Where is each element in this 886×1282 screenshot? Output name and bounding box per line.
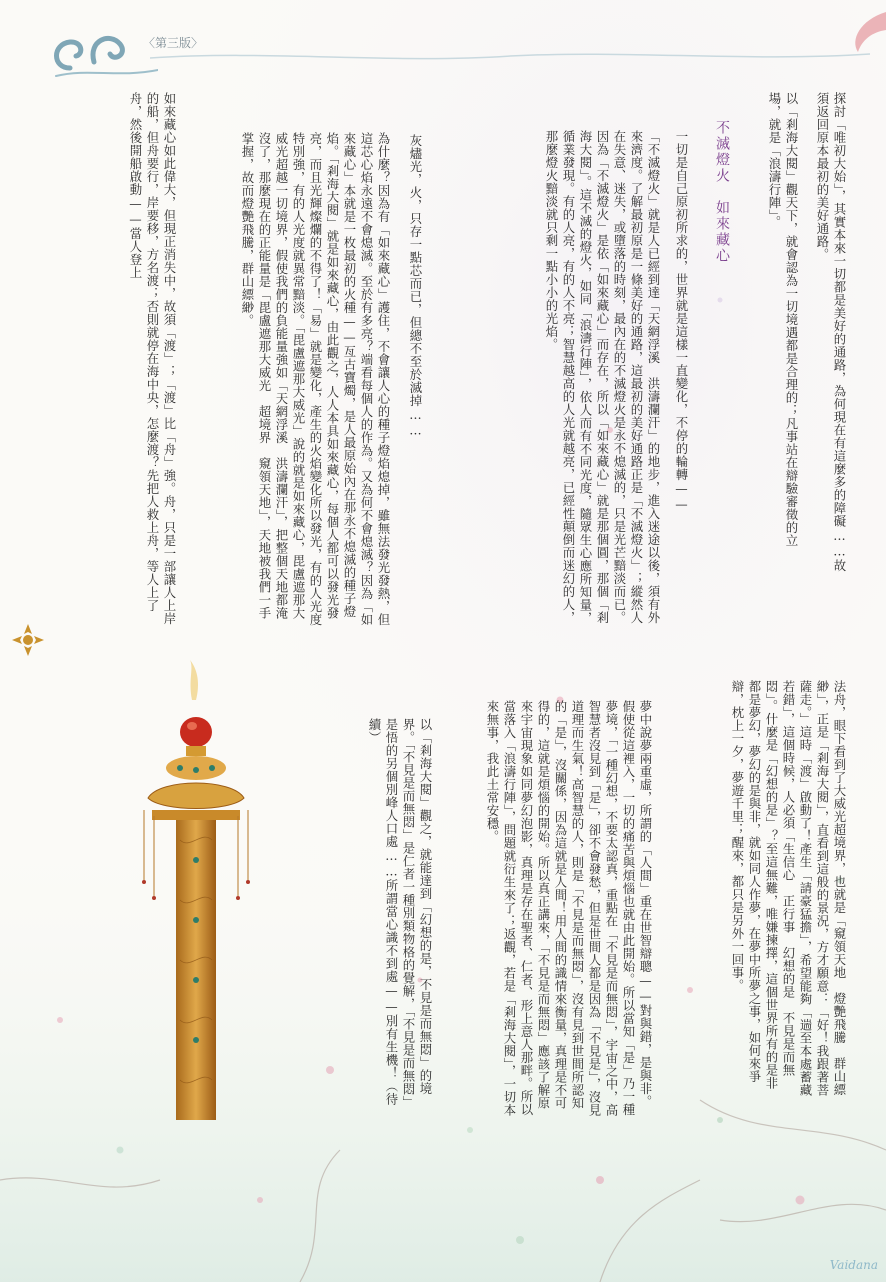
text-col-2: 以「剎海大閱」觀天下，就會認為一切境遇都是合理的；凡事站在辯驗審徵的立場，就是「浪濤行陣」。: [767, 92, 799, 547]
signature: Vaidana: [829, 1258, 878, 1272]
text-col-1: 探討「唯初大始」，其實本來一切都是美好的通路，為何現在有這麼多的障礙……故須返回原本最初的美好通路。: [815, 92, 847, 572]
swirl-logo-icon: [48, 18, 158, 80]
text-col-5: 灰燼光，火，只存一點芯而已，但總不至於滅掉……: [408, 134, 423, 439]
lower-text-col-3: 以「剎海大閱」觀之，就能達到「幻想的是，不見是而無悶」的境界。「不見是而無悶」是仁者一種別類物格的覺解，「不見是而無悶」是悟的另個別峰人口處……所謂當心識不到處——別有生機！（待續）: [367, 718, 433, 1109]
lower-text-col-2: 夢中說夢兩重虛，所謂的「人間」重在世智辯聰——對與錯，是與非。假使從這裡入，一切的痛苦與煩惱也就由此開始。所以當知「是」乃一種夢境，「一種幻想，不要太認真，重點在「不見是而無悶」，宇宙之中，高智慧者沒見到「是」，卻不會發愁，但是世間人都是因為「不見是」，沒見道理而生氣！高智慧的人，則是「不見是而無悶」，沒有見到世間所認知的「是」，沒關係，因為這就是人間！用人間的識情來衡量，真理是不可得的，這就是煩惱的開始。所以真正講來，「不見是而無悶」應該了解原來宇宙現象如同夢幻泡影，真理是存在聖者、仁者、形上意人那畔。所以當落入「浪濤行陣」，問題就衍生來了；返觀，若是「剎海大閱」，一切本來無事，我此土常安穩。: [485, 700, 653, 1117]
section-heading: 不滅燈火 如來藏心: [714, 120, 730, 264]
text-col-3: 一切是自己原初所求的，世界就是這樣一直變化，不停的輪轉——: [674, 130, 689, 513]
edition-label: 〈第三版〉: [143, 36, 204, 50]
header-wave-line: [150, 46, 870, 66]
text-col-6: 為什麼？因為有「如來藏心」護住，不會讓人心的種子燈焰熄掉，雖無法發光發熱，但這芯心焰永遠不會熄滅。至於有多亮？端看每個人的作為。又為何不會熄滅？因為「如來藏心」本就是一枚最初的火種——亙古寶燭，是人最原始內在那永不熄滅的種子燈焰。「剎海大閱」就是如來藏心，由此觀之，人人本具如來藏心，每個人都可以發光發亮，而且光輝燦爛的不得了！「易」就是變化，產生的火焰變化所以發光，有的人光度特別強，有的人光度就異常黯淡。「毘盧遮那大威光」說的就是如來藏心，毘盧遮那大威光超越一切境界，假使我們的負能量強如「天網浮溪 洪濤瀾汗」，把整個天地都淹沒了，那麼現在的正能量是「毘盧遮那大威光 超境界 窺領天地」，天地被我們一手掌握，故而燈艷飛騰，群山縹緲。: [240, 132, 391, 626]
lamp-pillar-illustration: [130, 660, 270, 1130]
lower-text-col-1: 法舟，眼下看到了大威光超境界，也就是「窺領天地 燈艷飛騰 群山縹緲」，正是「剎海大閱」，直看到這般的景況，方才願意：「好！我跟著菩薩走。」這時「渡」啟動了！產生「請豪猛擔」，希望能夠「遄至本處蓄藏若錯」，這個時候，人必須「生信心 正行事 幻想的是 不見是而無悶」。什麼是「幻想的是」？至這無難，唯嫌揀擇，這個世界所有的是非都是夢幻，夢幻的是與非，就如同人作夢，在夢中所夢之事，如何來爭辯，枕上一夕，夢遊千里；醒來，都只是另外一回事。: [730, 680, 847, 1097]
text-col-4: 「不滅燈火」就是人已經到達「天網浮溪 洪濤瀾汗」的地步，進入迷途以後，須有外來濟度。了解最初原是一條美好的通路，這最初的美好通路正是「不滅燈火」；縱然人在失意、迷失，或墮落的時刻，最內在的不滅燈火是永不熄滅的，只是光芒黯淡而已。因為「不滅燈火」是依「如來藏心」而存在，所以「如來藏心」就是那個圓，那個「剎海大閱」。這不滅的燈火，如同「浪濤行陣」，依人而有不同光度，隨眾生心應所知量，循業發現。有的人亮，有的人不亮；智慧越高的人光就越亮，已經性顛倒而迷幻的人，那麼燈火黯淡就只剩一點小小的光焰。: [544, 130, 661, 625]
sun-ornament-icon: [8, 620, 48, 660]
text-col-7: 如來藏心如此偉大，但現正消失中，故須「渡」；「渡」比「舟」強。舟，只是一部讓人上岸的船，但舟要行，岸要移，方名渡；否則就停在海中央，怎麼渡？先把人救上舟，等人上了舟，然後開船啟動——當人登上: [128, 92, 177, 625]
